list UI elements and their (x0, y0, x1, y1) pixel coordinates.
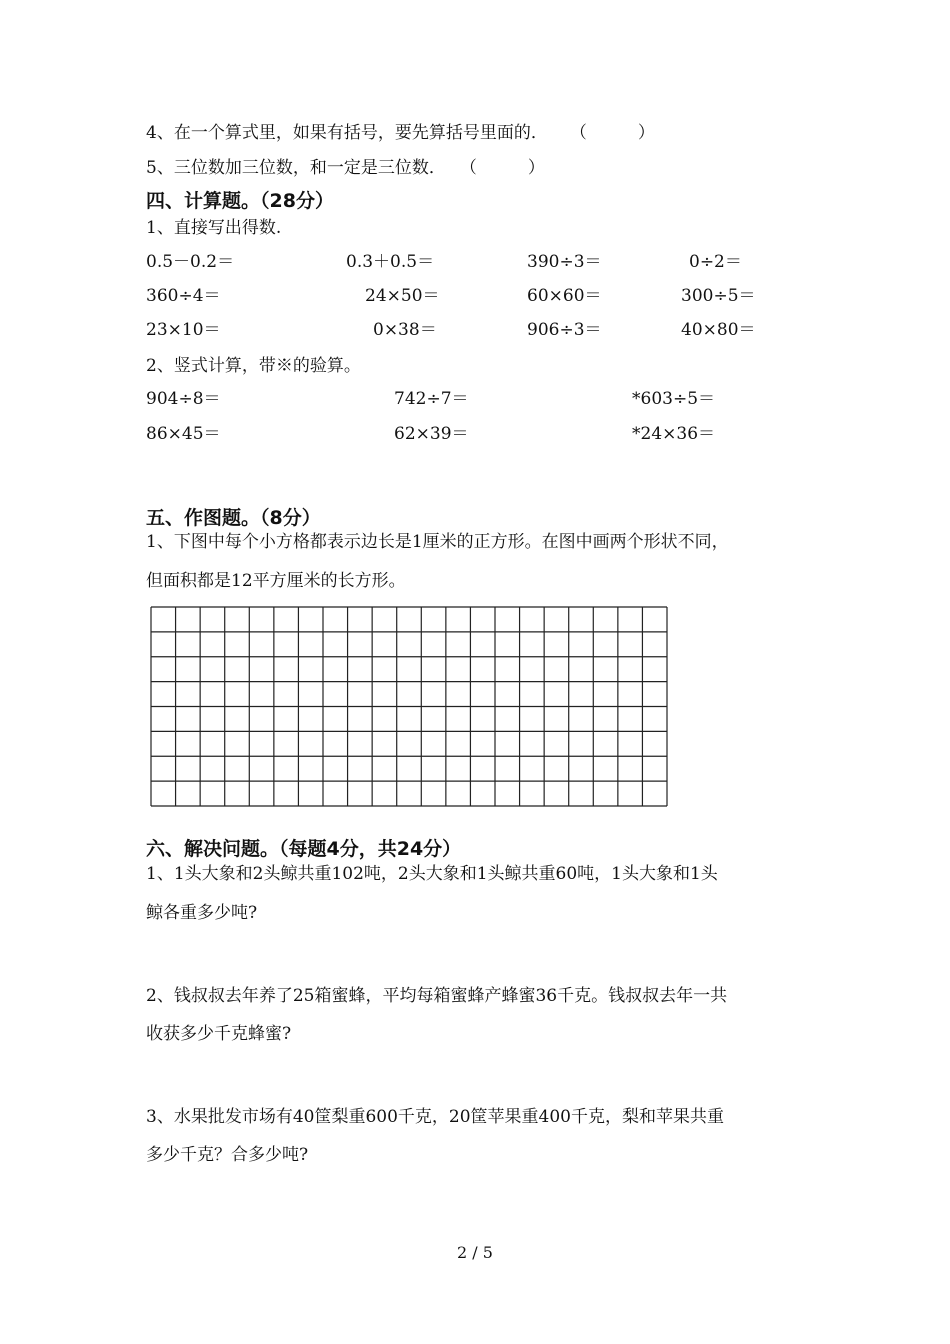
calc-item: 23×10＝ (146, 320, 221, 340)
vertical-calc-item: *603÷5＝ (632, 389, 716, 409)
calc-item: 0÷2＝ (689, 252, 742, 272)
vertical-calc-item: *24×36＝ (632, 424, 716, 444)
judgement-item-5-text: 5、三位数加三位数，和一定是三位数． (146, 158, 446, 178)
vertical-calc-item: 86×45＝ (146, 424, 221, 444)
judgement-item-4-text: 4、在一个算式里，如果有括号，要先算括号里面的． (146, 123, 548, 143)
judgement-item-4 (146, 121, 655, 145)
problem-1-line2: 鲸各重多少吨? (146, 903, 258, 923)
judgement-item-5 (146, 156, 545, 180)
calc-item: 40×80＝ (681, 320, 756, 340)
problem-3-line1: 3、水果批发市场有40筐梨重600千克，20筐苹果重400千克，梨和苹果共重 (146, 1107, 724, 1127)
section4-heading: 四、计算题。（28分） (146, 190, 334, 212)
calc-item: 360÷4＝ (146, 286, 221, 306)
calc-item: 24×50＝ (365, 286, 440, 306)
problem-2-line2: 收获多少千克蜂蜜? (146, 1024, 292, 1044)
square-grid[interactable] (150, 606, 668, 807)
problem-1-line1: 1、1头大象和2头鲸共重102吨，2头大象和1头鲸共重60吨，1头大象和1头 (146, 864, 718, 884)
calc-item: 906÷3＝ (527, 320, 602, 340)
answer-blank[interactable]: （ ） (569, 123, 655, 143)
section5-heading: 五、作图题。（8分） (146, 507, 321, 529)
calc-item: 0×38＝ (373, 320, 437, 340)
section5-q1-line2: 但面积都是12平方厘米的长方形。 (146, 571, 406, 591)
section5-q1-line1: 1、下图中每个小方格都表示边长是1厘米的正方形。在图中画两个形状不同， (146, 532, 729, 552)
section4-q2-prompt: 2、竖式计算，带※的验算。 (146, 356, 361, 376)
section4-q1-prompt: 1、直接写出得数. (146, 218, 282, 238)
vertical-calc-item: 742÷7＝ (394, 389, 469, 409)
vertical-calc-item: 62×39＝ (394, 424, 469, 444)
calc-item: 300÷5＝ (681, 286, 756, 306)
section6-heading: 六、解决问题。（每题4分，共24分） (146, 838, 462, 860)
calc-item: 390÷3＝ (527, 252, 602, 272)
calc-item: 60×60＝ (527, 286, 602, 306)
problem-2-line1: 2、钱叔叔去年养了25箱蜜蜂，平均每箱蜜蜂产蜂蜜36千克。钱叔叔去年一共 (146, 986, 728, 1006)
page-number: 2 / 5 (457, 1243, 493, 1262)
problem-3-line2: 多少千克？合多少吨? (146, 1145, 309, 1165)
calc-item: 0.3＋0.5＝ (346, 252, 435, 272)
vertical-calc-item: 904÷8＝ (146, 389, 221, 409)
answer-blank[interactable]: （ ） (459, 158, 545, 178)
calc-item: 0.5－0.2＝ (146, 252, 235, 272)
